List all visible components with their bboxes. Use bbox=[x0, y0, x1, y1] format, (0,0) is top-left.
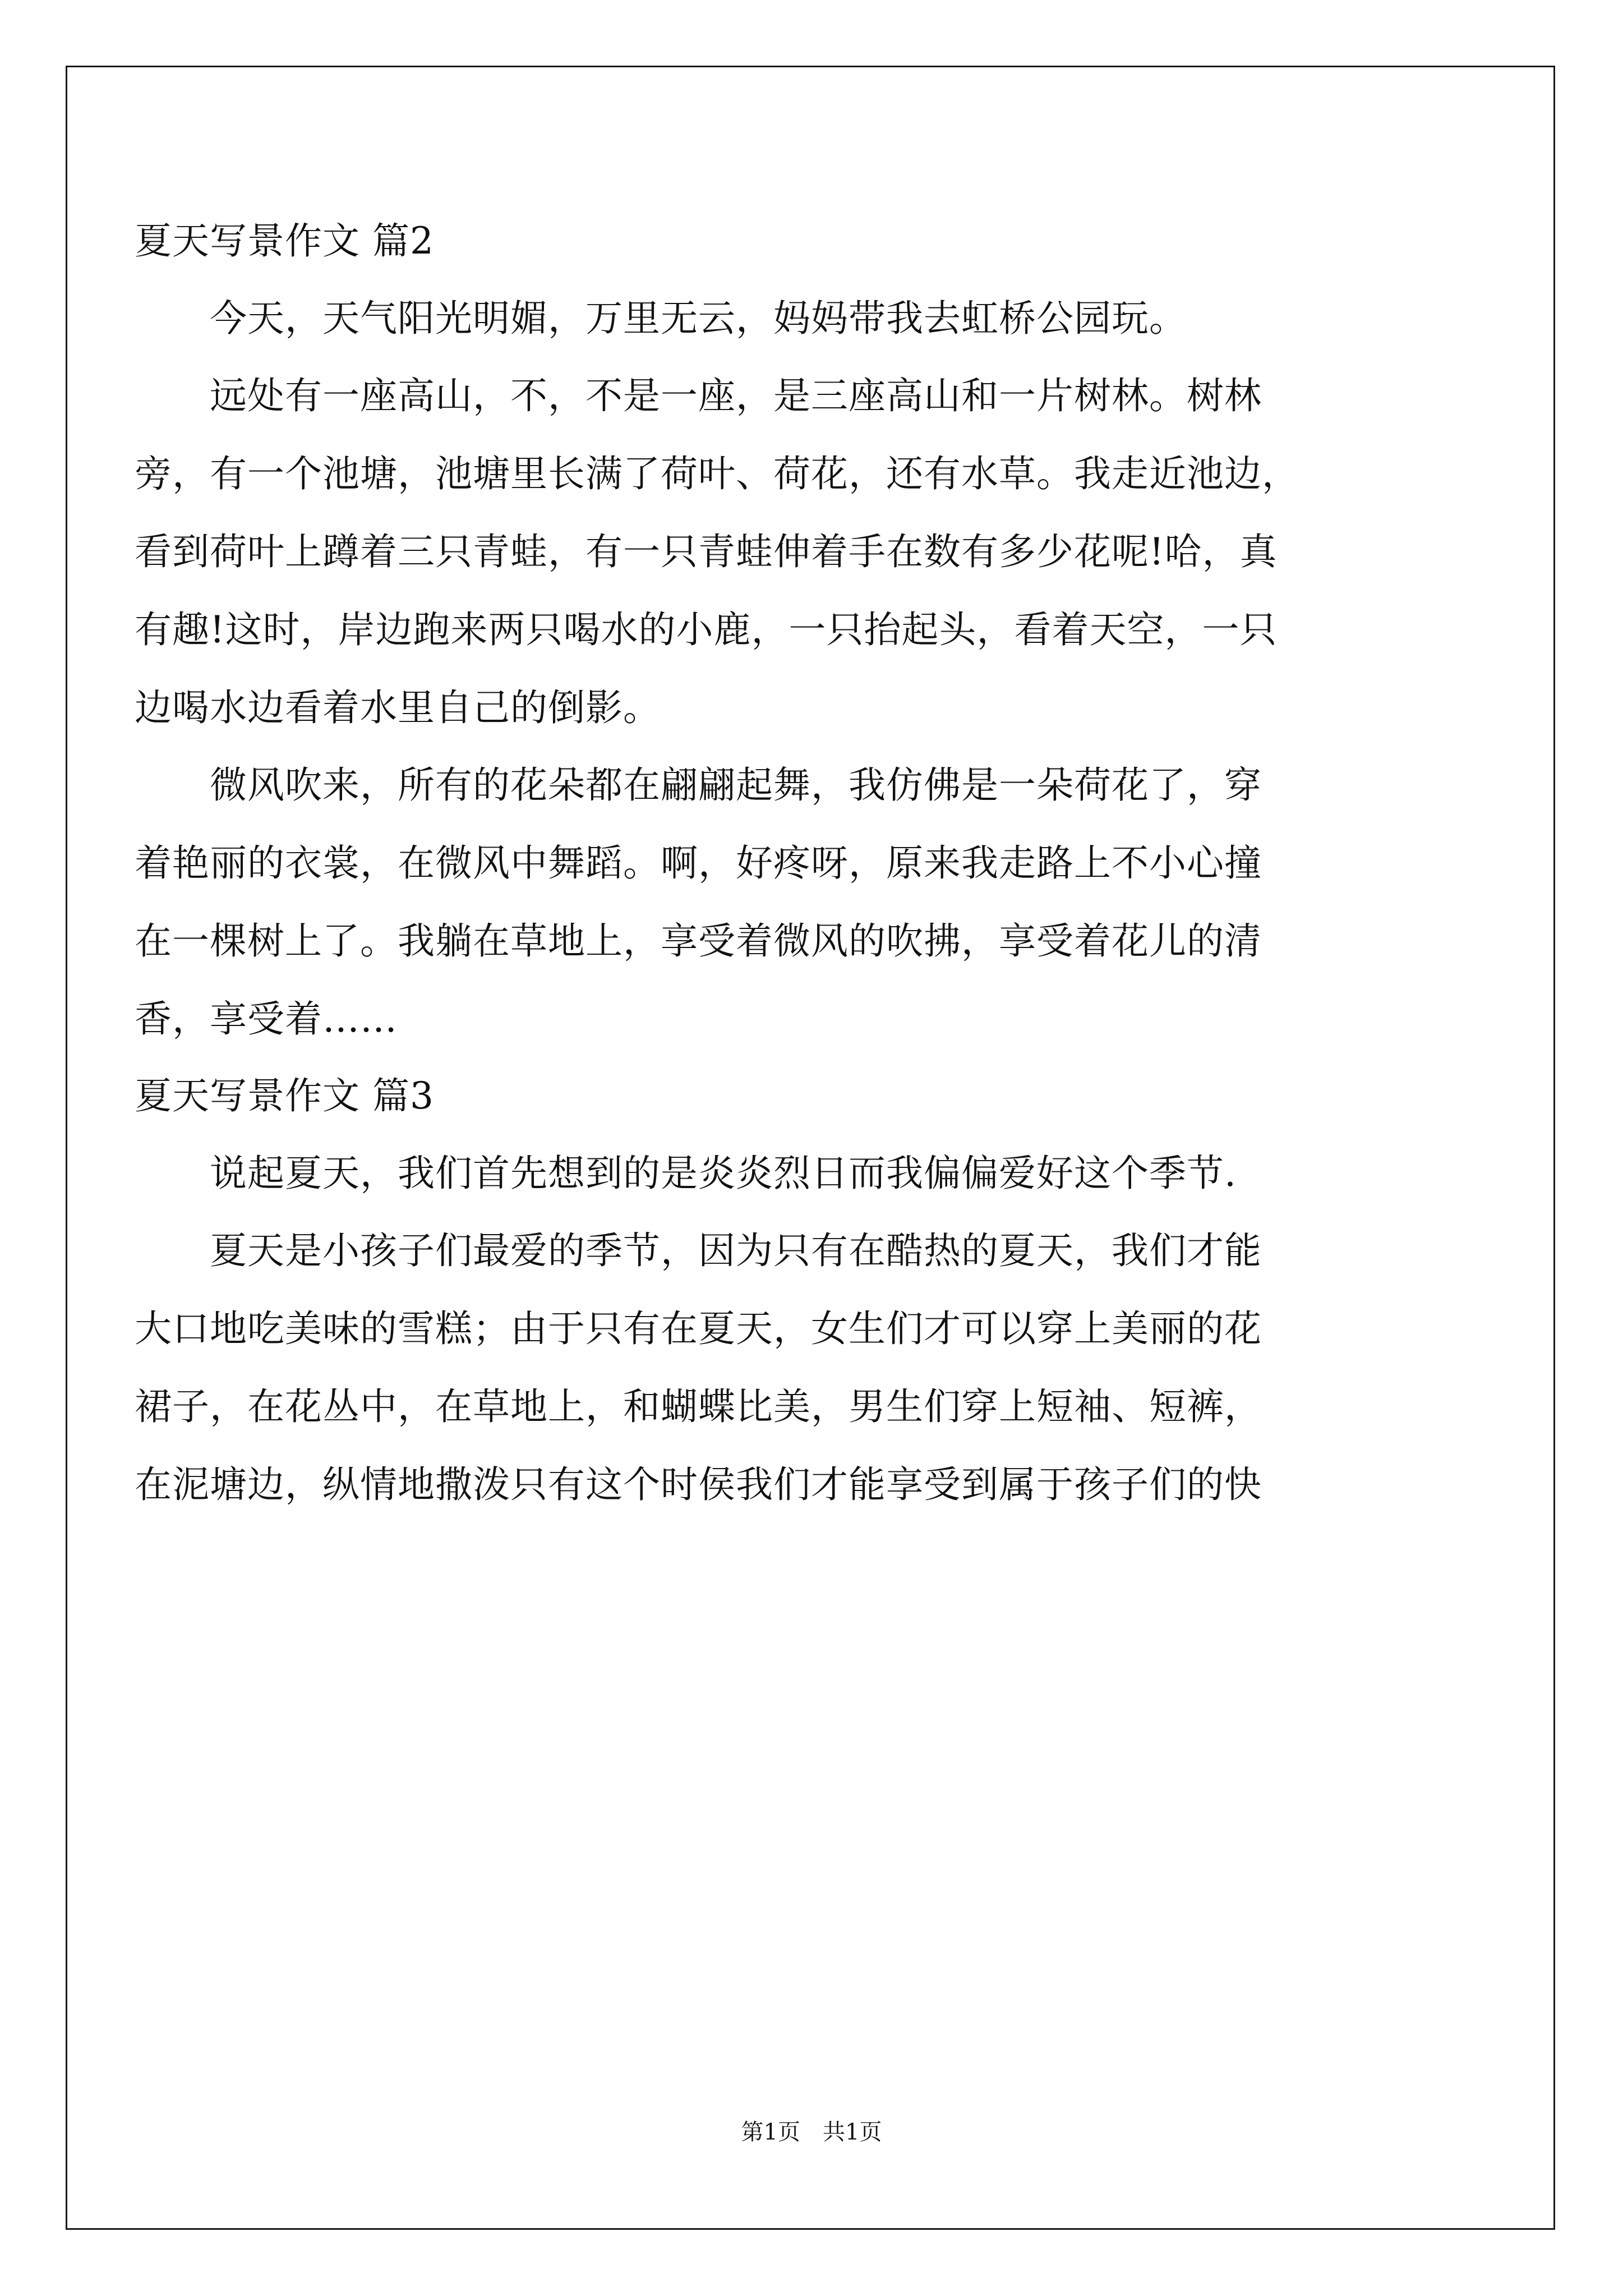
text-line: 大口地吃美味的雪糕；由于只有在夏天，女生们才可以穿上美丽的花 bbox=[135, 1307, 1262, 1350]
text-line: 在一棵树上了。我躺在草地上，享受着微风的吹拂，享受着花儿的清 bbox=[135, 919, 1262, 963]
section-heading: 夏天写景作文 篇2 bbox=[135, 219, 434, 263]
text-line: 微风吹来，所有的花朵都在翩翩起舞，我仿佛是一朵荷花了，穿 bbox=[135, 763, 1262, 807]
text-line: 香，享受着…… bbox=[135, 997, 398, 1041]
section-heading: 夏天写景作文 篇3 bbox=[135, 1074, 434, 1117]
page-footer: 第1页 共1页 bbox=[741, 2119, 882, 2145]
text-line: 着艳丽的衣裳，在微风中舞蹈。啊，好疼呀，原来我走路上不小心撞 bbox=[135, 841, 1262, 885]
text-line: 看到荷叶上蹲着三只青蛙，有一只青蛙伸着手在数有多少花呢!哈，真 bbox=[135, 530, 1278, 573]
text-line: 说起夏天，我们首先想到的是炎炎烈日而我偏偏爱好这个季节. bbox=[135, 1152, 1237, 1195]
text-line: 裙子，在花丛中，在草地上，和蝴蝶比美，男生们穿上短袖、短裤， bbox=[135, 1385, 1262, 1428]
text-line: 边喝水边看着水里自己的倒影。 bbox=[135, 686, 661, 729]
text-line: 远处有一座高山，不，不是一座，是三座高山和一片树林。树林 bbox=[135, 374, 1262, 417]
text-line: 有趣!这时，岸边跑来两只喝水的小鹿，一只抬起头，看着天空，一只 bbox=[135, 608, 1278, 651]
text-line: 旁，有一个池塘，池塘里长满了荷叶、荷花，还有水草。我走近池边， bbox=[135, 452, 1299, 495]
text-line: 今天，天气阳光明媚，万里无云，妈妈带我去虹桥公园玩。 bbox=[135, 297, 1187, 340]
text-line: 在泥塘边，纵情地撒泼只有这个时侯我们才能享受到属于孩子们的快 bbox=[135, 1463, 1262, 1506]
text-line: 夏天是小孩子们最爱的季节，因为只有在酷热的夏天，我们才能 bbox=[135, 1229, 1262, 1272]
